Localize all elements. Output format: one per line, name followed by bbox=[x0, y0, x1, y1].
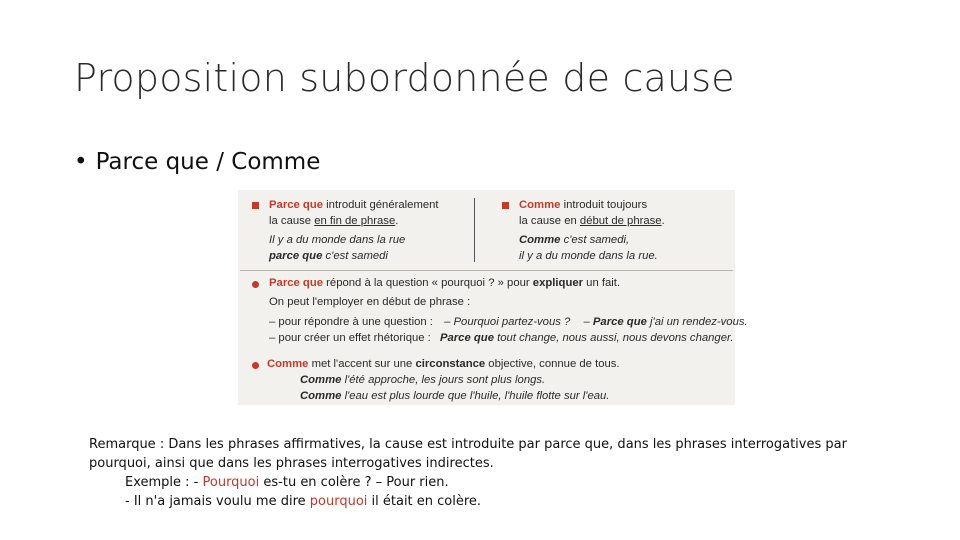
comme-line1: Comme met l'accent sur une circonstance objective, connue de tous. bbox=[267, 358, 620, 370]
right-example-line2: il y a du monde dans la rue. bbox=[519, 250, 658, 262]
left-example-line2: parce que c'est samedi bbox=[269, 250, 388, 262]
parce-que-line2: On peut l'employer en début de phrase : bbox=[269, 296, 471, 308]
parce-que-line1: Parce que répond à la question « pourquoi ? » pour expliquer un fait. bbox=[269, 277, 621, 289]
comme-example2: Comme l'eau est plus lourde que l'huile, l'huile flotte sur l'eau. bbox=[300, 390, 610, 402]
bullet-text: Parce que / Comme bbox=[95, 149, 321, 175]
remark-example1: Exemple : - Pourquoi es-tu en colère ? – Pour rien. bbox=[125, 475, 449, 490]
comme-example1: Comme l'été approche, les jours sont plus longs. bbox=[300, 374, 546, 386]
right-example-line1: Comme c'est samedi, bbox=[519, 234, 630, 246]
right-rule-line2: la cause en début de phrase. bbox=[519, 215, 665, 227]
remark-line1: Remarque : Dans les phrases affirmatives, la cause est introduite par parce que, dans les phrases interrogatives par bbox=[89, 437, 847, 452]
textbook-excerpt bbox=[238, 190, 748, 405]
square-bullet-icon bbox=[252, 202, 259, 209]
round-bullet-icon bbox=[252, 281, 259, 288]
bullet-point bbox=[74, 149, 320, 175]
bullet-dot: • bbox=[74, 149, 88, 175]
parce-que-line3: – pour répondre à une question : – Pourquoi partez-vous ? – Parce que j'ai un rendez-vous. bbox=[269, 316, 748, 328]
remark-example2: - Il n'a jamais voulu me dire pourquoi il était en colère. bbox=[125, 494, 482, 509]
right-rule-line1: Comme introduit toujours bbox=[519, 199, 648, 211]
left-rule-line2: la cause en fin de phrase. bbox=[269, 215, 399, 227]
square-bullet-icon bbox=[502, 202, 509, 209]
parce-que-line4: – pour créer un effet rhétorique : Parce que tout change, nous aussi, nous devons changer. bbox=[269, 332, 734, 344]
left-rule-line1: Parce que introduit généralement bbox=[269, 199, 439, 211]
slide-title: Proposition subordonnée de cause bbox=[74, 56, 735, 100]
column-divider bbox=[474, 198, 475, 262]
section-divider bbox=[240, 270, 733, 271]
remark-block bbox=[89, 435, 889, 511]
remark-line2: pourquoi, ainsi que dans les phrases interrogatives indirectes. bbox=[89, 456, 494, 471]
left-example-line1: Il y a du monde dans la rue bbox=[269, 234, 406, 246]
round-bullet-icon bbox=[252, 362, 259, 369]
